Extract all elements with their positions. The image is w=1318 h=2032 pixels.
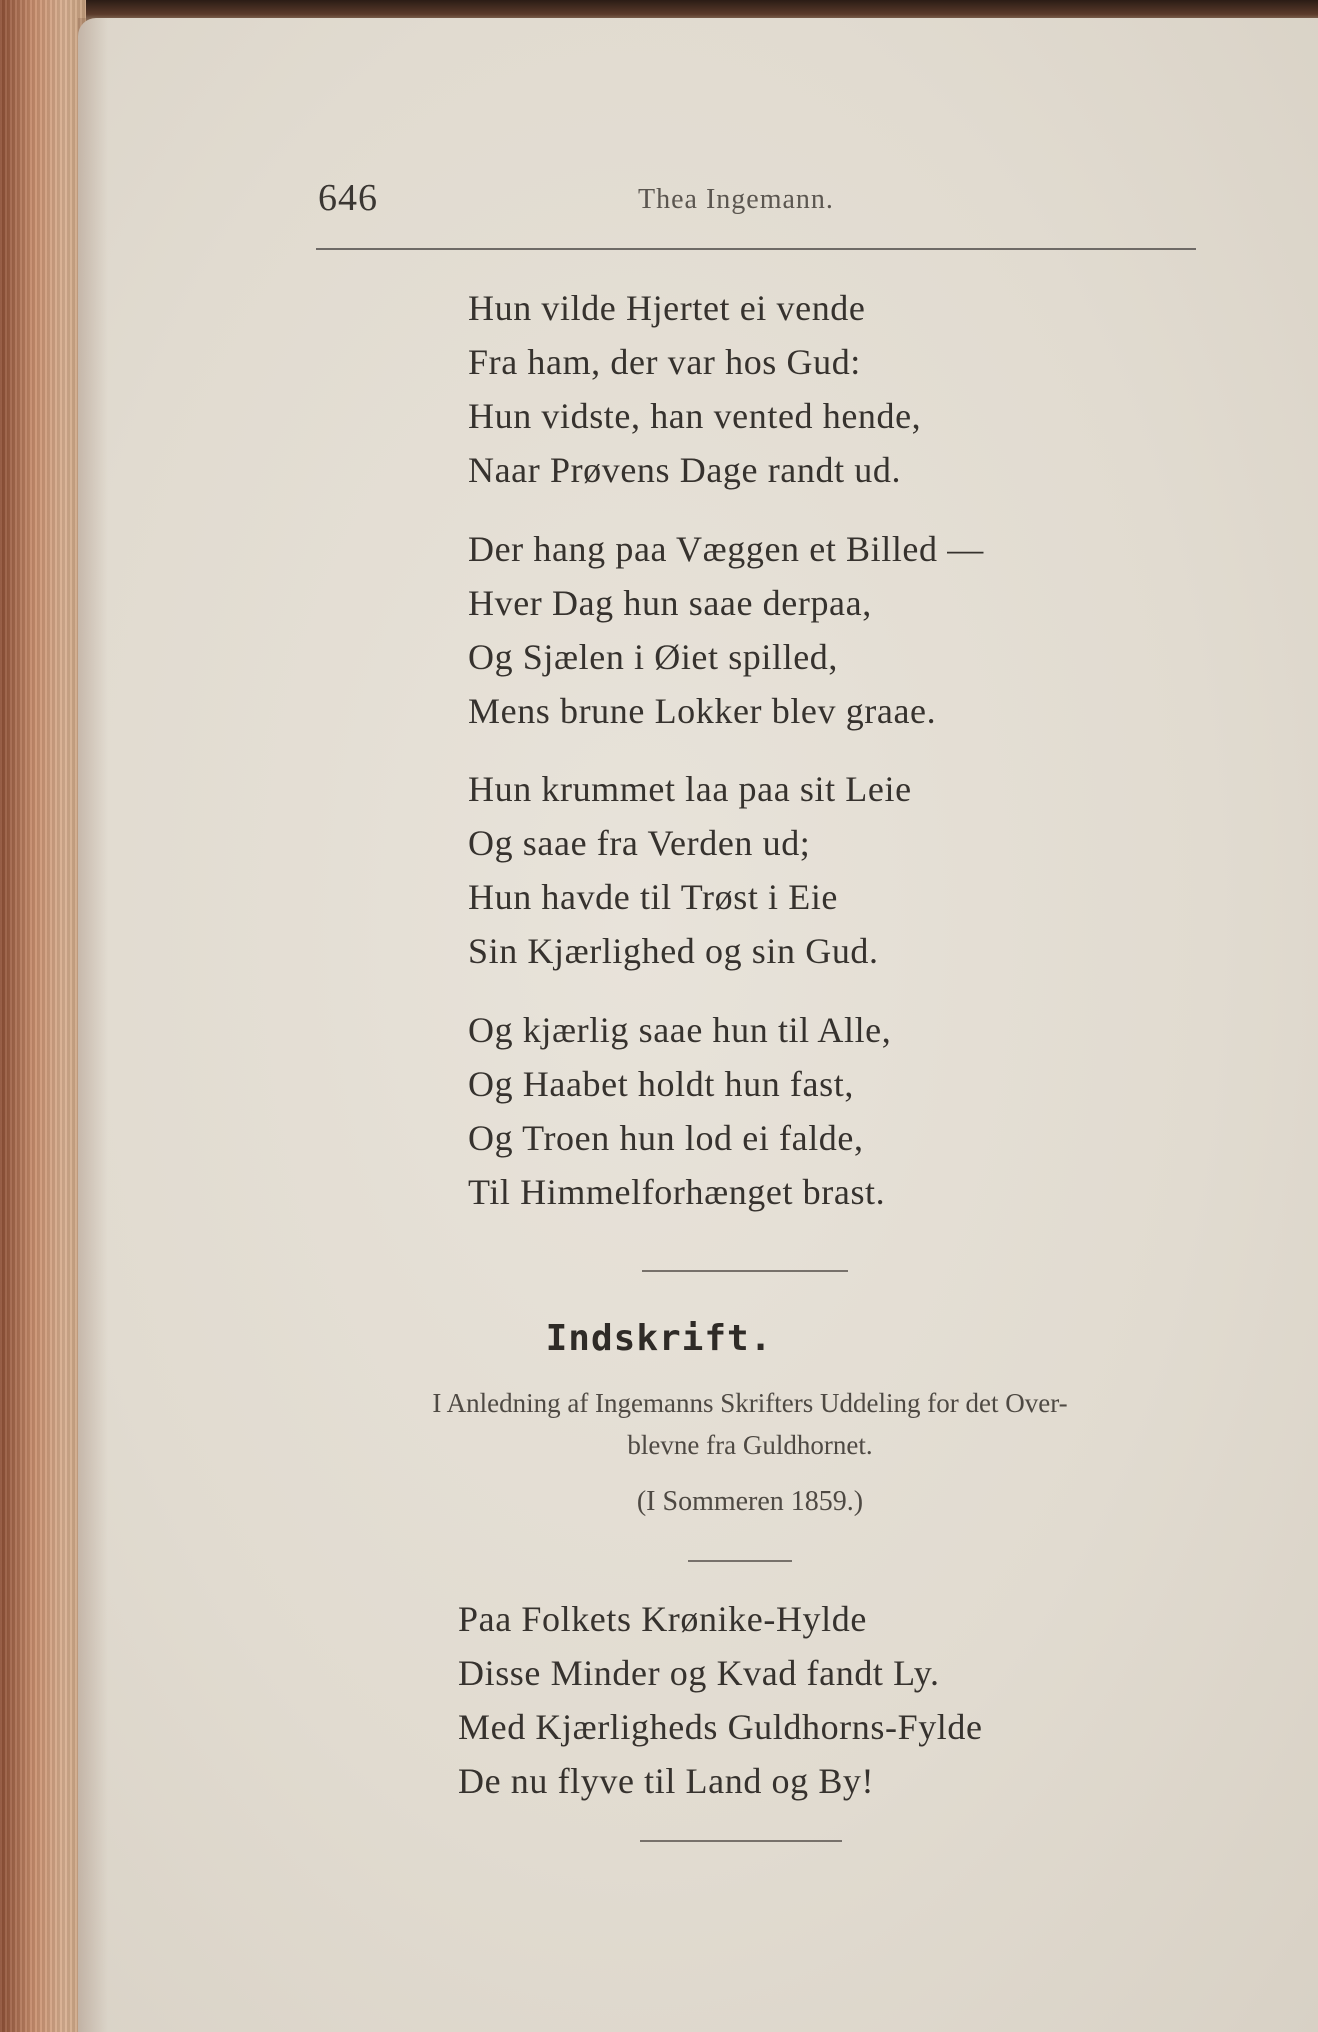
verse-line: Naar Prøvens Dage randt ud.: [468, 450, 902, 490]
page-edges: [0, 0, 86, 2032]
verse-line: Sin Kjærlighed og sin Gud.: [468, 931, 879, 971]
verse-line: Mens brune Lokker blev graae.: [468, 691, 937, 731]
verse-line: Med Kjærligheds Guldhorns-Fylde: [458, 1707, 983, 1747]
stanza-2: [468, 522, 1168, 738]
verse-line: Paa Folkets Krønike-Hylde: [458, 1599, 867, 1639]
title-divider: [688, 1560, 792, 1562]
verse-line: Der hang paa Væggen et Billed —: [468, 529, 984, 569]
inscription-stanza: [458, 1592, 1158, 1808]
end-divider: [640, 1840, 842, 1842]
section-divider: [642, 1270, 848, 1272]
poem-title: Indskrift.: [545, 1318, 773, 1359]
verse-line: Og saae fra Verden ud;: [468, 823, 811, 863]
verse-line: Hun vilde Hjertet ei vende: [468, 288, 866, 328]
verse-line: Disse Minder og Kvad fandt Ly.: [458, 1653, 940, 1693]
page-number: 646: [318, 177, 378, 219]
verse-line: Og Haabet holdt hun fast,: [468, 1064, 854, 1104]
verse-line: Fra ham, der var hos Gud:: [468, 342, 861, 382]
verse-line: Hun havde til Trøst i Eie: [468, 877, 839, 917]
verse-line: Hun krummet laa paa sit Leie: [468, 769, 912, 809]
occasion-line: blevne fra Guldhornet.: [627, 1430, 873, 1460]
verse-line: De nu flyve til Land og By!: [458, 1761, 875, 1801]
occasion-note: [300, 1382, 1200, 1466]
stanza-1: [468, 281, 1168, 497]
verse-line: Hver Dag hun saae derpaa,: [468, 583, 872, 623]
verse-line: Hun vidste, han vented hende,: [468, 396, 922, 436]
verse-line: Og kjærlig saae hun til Alle,: [468, 1010, 892, 1050]
stanza-4: [468, 1003, 1168, 1219]
gutter-shadow: [78, 18, 108, 2032]
date-note: (I Sommeren 1859.): [636, 1486, 864, 1517]
verse-line: Til Himmelforhænget brast.: [468, 1172, 886, 1212]
stanza-3: [468, 762, 1168, 978]
occasion-line: I Anledning af Ingemanns Skrifters Uddeling for det Over-: [432, 1388, 1068, 1418]
page-header: [318, 176, 1190, 226]
verse-line: Og Sjælen i Øiet spilled,: [468, 637, 838, 677]
header-rule: [316, 248, 1196, 250]
verse-line: Og Troen hun lod ei falde,: [468, 1118, 864, 1158]
running-head: Thea Ingemann.: [638, 184, 834, 215]
